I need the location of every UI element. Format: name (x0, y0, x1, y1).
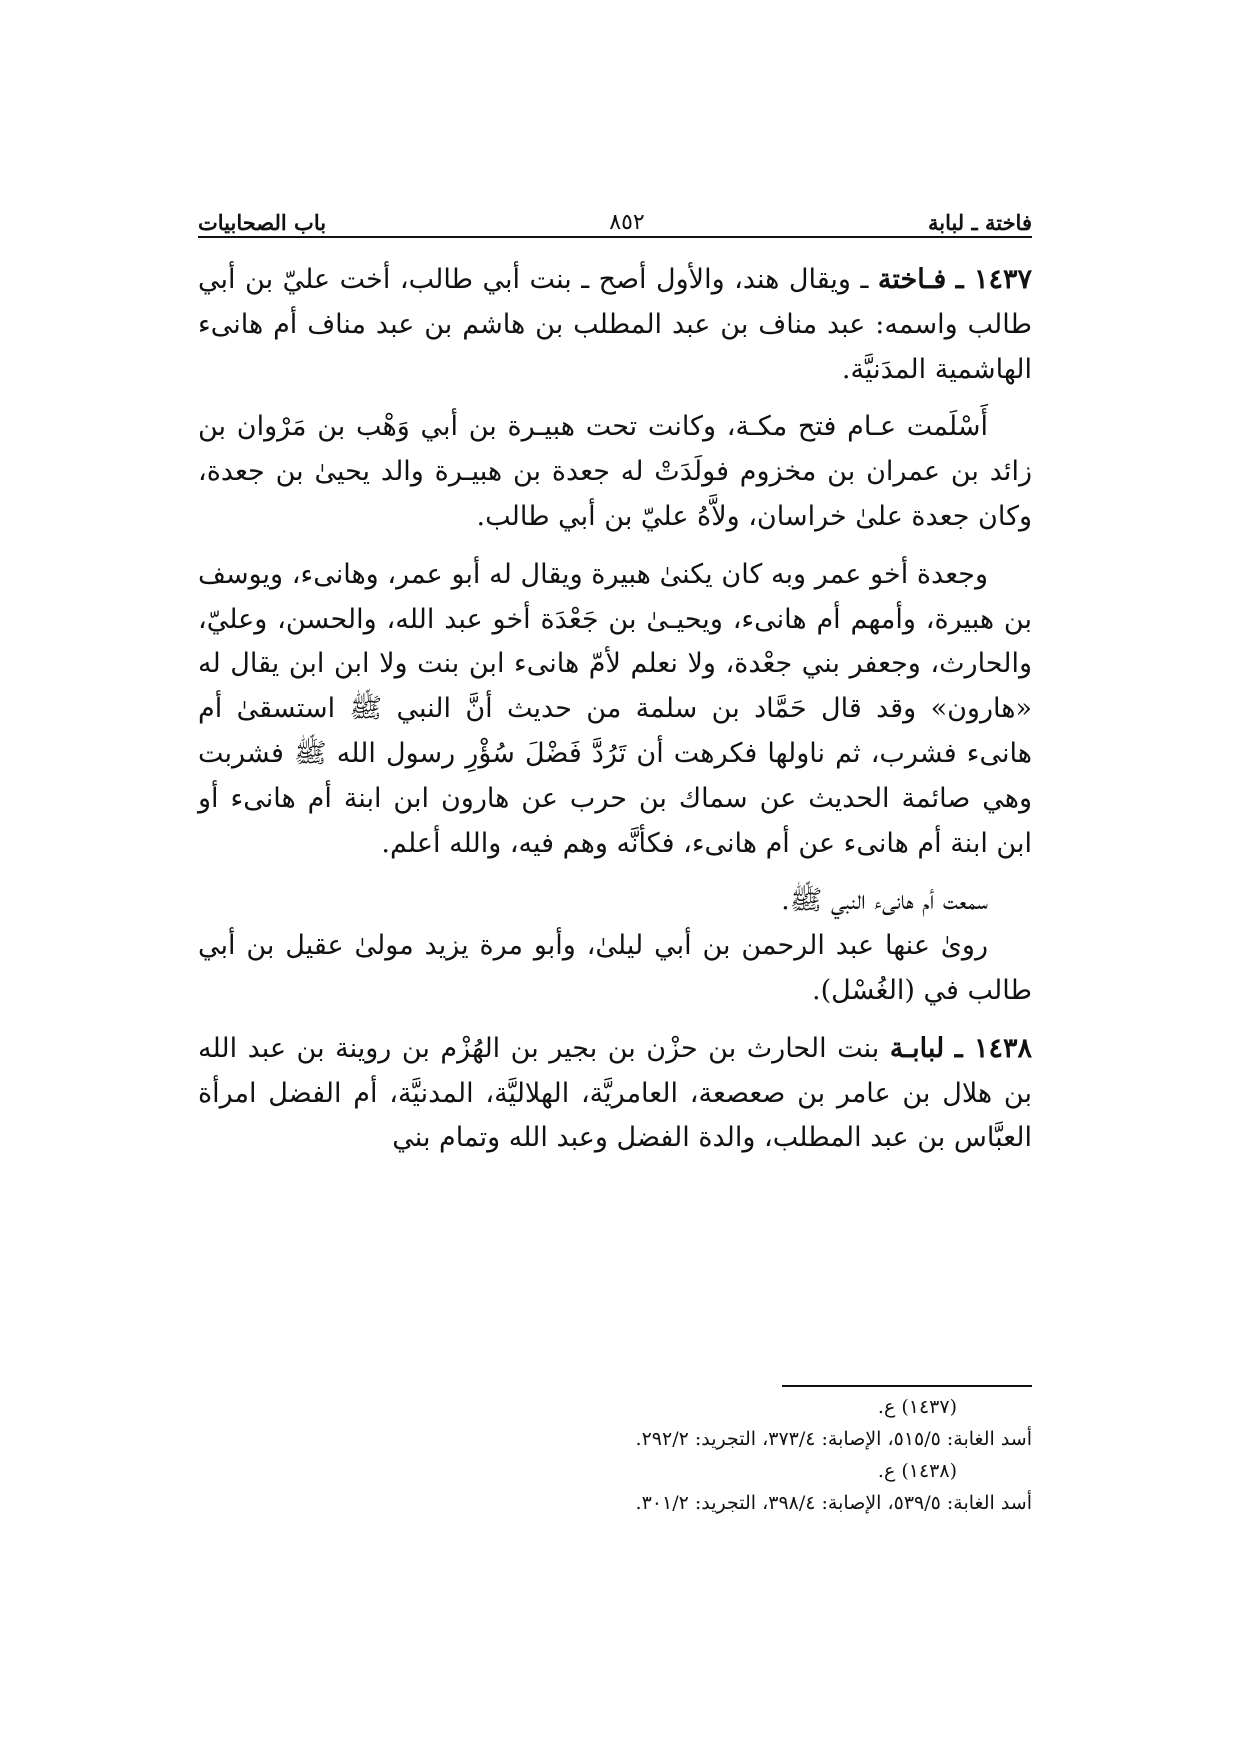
footnote-1438-label: (١٤٣٨) ع. (877, 1460, 957, 1482)
entry-name: فـاختة (877, 264, 947, 295)
entry-1437-paragraph-2: أَسْلَمت عـام فتح مكـة، وكانت تحت هبيـرة بن أبي وَهْب بن مَرْوان بن زائد بن عمران بن مخزوم فولَدَتْ له جعدة بن هبيـرة والد يحيىٰ بن جعدة، وكان جعدة علىٰ خراسان، ولاَّهُ عليّ بن أبي طالب. (198, 411, 1032, 532)
footnote-1437-sources: أسد الغابة: ٥١٥/٥، الإصابة: ٣٧٣/٤، التجريد: ٢٩٢/٢. (635, 1428, 1032, 1450)
main-text (198, 258, 1032, 1161)
header-chapter-range: فاختة ـ لبابة (927, 210, 1032, 235)
footnote-1438-sources: أسد الغابة: ٥٣٩/٥، الإصابة: ٣٩٨/٤، التجريد: ٣٠١/٢. (635, 1492, 1032, 1514)
entry-1437-paragraph-3: وجعدة أخو عمر وبه كان يكنىٰ هبيرة ويقال له أبو عمر، وهانىء، ويوسف بن هبيرة، وأمهم أم هانىء، ويحيـىٰ بن جَعْدَة أخو عبد الله، والحسن، وعليّ، والحارث، وجعفر بني جعْدة، ولا نعلم لأمّ هانىء ابن بنت ولا ابن ابن يقال له «هارون» وقد قال حَمَّاد بن سلمة من حديث أنَّ النبي ﷺ استسقىٰ أم هانىء فشرب، ثم ناولها فكرهت أن تَرُدَّ فَضْلَ سُؤْرِ رسول الله ﷺ فشربت وهي صائمة الحديث عن سماك بن حرب عن هارون ابن ابنة أم هانىء أو ابن ابنة أم هانىء عن أم هانىء، فكأنَّه وهم فيه، والله أعلم. (198, 558, 1032, 859)
entry-1438-intro (198, 1027, 1032, 1161)
entry-number: ١٤٣٧ ـ (955, 264, 1032, 295)
header-section-title: باب الصحابيات (198, 210, 327, 235)
entry-name: لبابـة (889, 1032, 945, 1064)
footnotes (198, 1391, 1032, 1519)
header-rule (198, 236, 1032, 238)
running-header (198, 195, 1032, 235)
page-number: ٨٥٢ (609, 210, 645, 235)
entry-number: ١٤٣٨ ـ (954, 1032, 1033, 1064)
entry-text: ـ ويقال هند، والأول أصح ـ بنت أبي طالب، أخت عليّ بن أبي طالب واسمه: عبد مناف بن عبد المطلب بن هاشم بن عبد مناف أم هانىء الهاشمية المدَنيَّة. (198, 264, 1032, 385)
entry-1437-intro (198, 258, 1032, 392)
entry-text: بنت الحارث بن حزْن بن بجير بن الهُزْم بن روينة بن عبد الله بن هلال بن عامر بن صعصعة، العامريَّة، الهلاليَّة، المدنيَّة، أم الفضل امرأة العبَّاس بن عبد المطلب، والدة الفضل وعبد الله وتمام بني (198, 1032, 1032, 1154)
entry-1437-heard-from: سمعت أم هانىء النبي ﷺ. (781, 885, 988, 917)
footnote-rule (782, 1385, 1032, 1387)
footnote-1437-label: (١٤٣٧) ع. (877, 1396, 957, 1418)
entry-1437-narrators: روىٰ عنها عبد الرحمن بن أبي ليلىٰ، وأبو مرة يزيد مولىٰ عقيل بن أبي طالب في (الغُسْل). (198, 930, 1032, 1006)
